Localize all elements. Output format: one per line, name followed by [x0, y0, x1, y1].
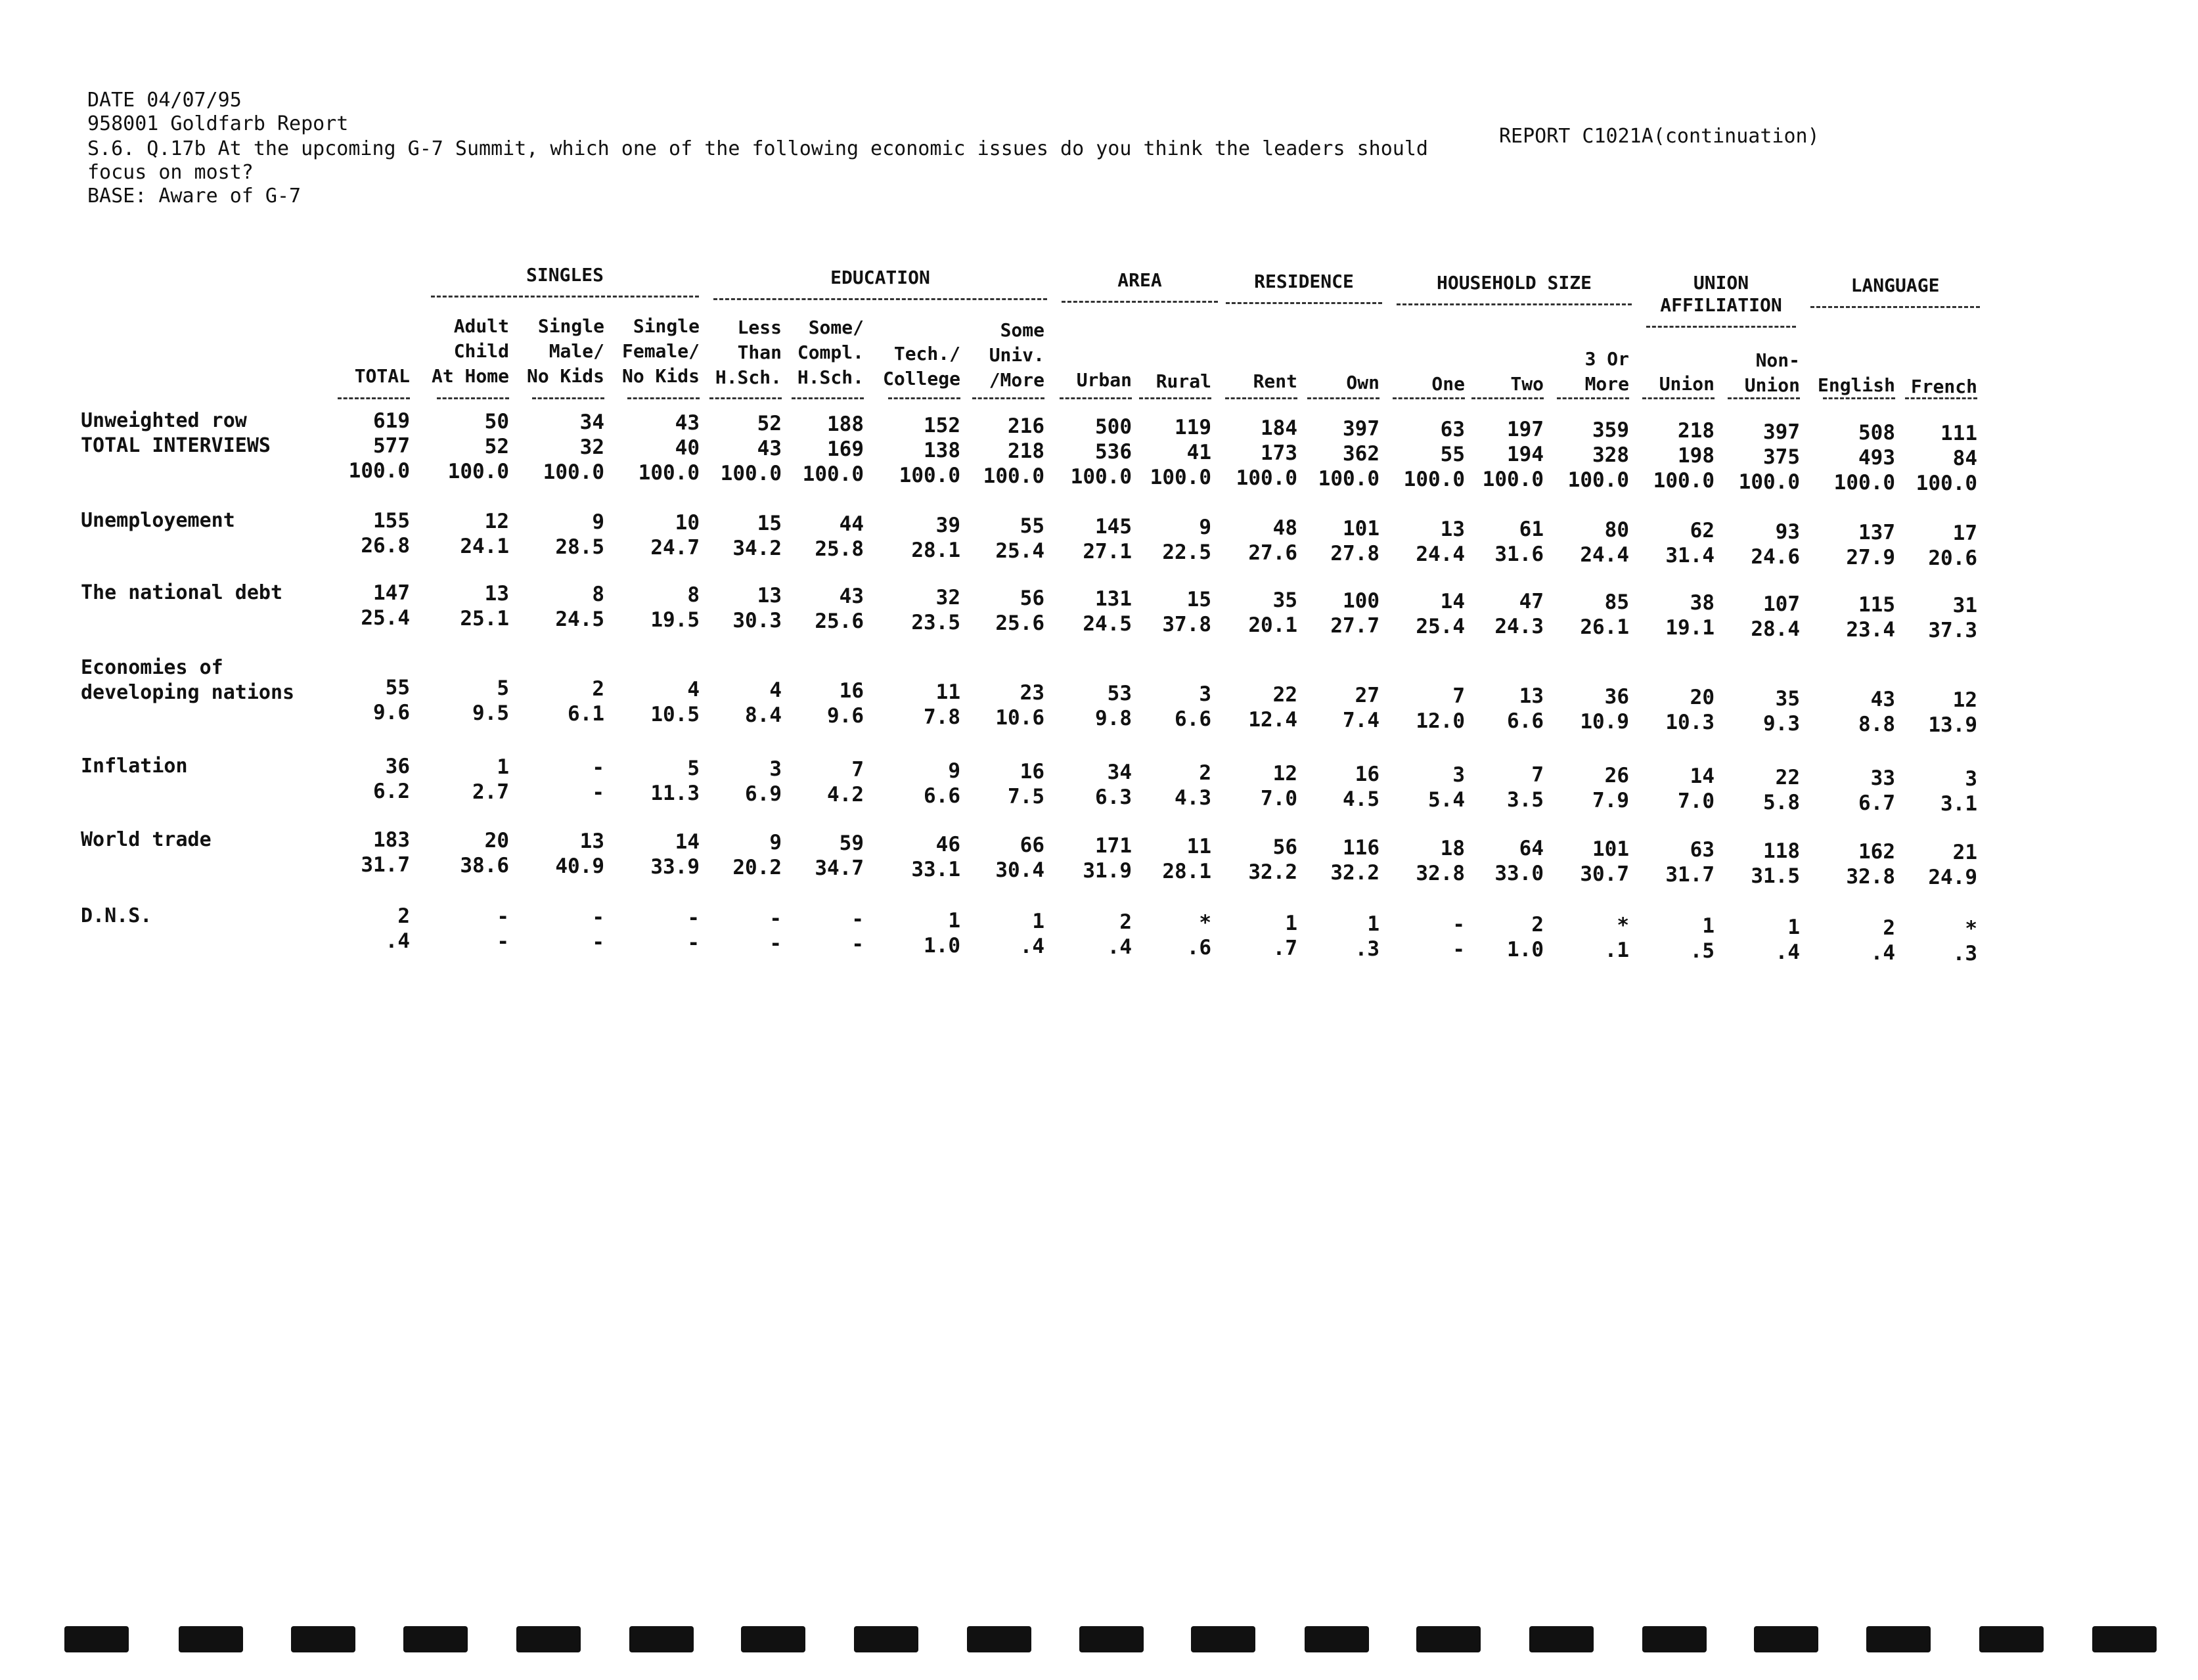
- col-rule: [1225, 397, 1297, 399]
- table-cell: 16 7.5: [1008, 760, 1044, 808]
- table-cell: 16 4.5: [1343, 763, 1379, 811]
- col-header: TOTAL: [354, 365, 410, 387]
- table-cell: 12 24.1: [460, 510, 509, 558]
- table-cell: 9 28.5: [555, 510, 604, 559]
- table-cell: 8 24.5: [555, 583, 604, 631]
- group-language: [1806, 275, 1984, 308]
- table-cell: - -: [592, 756, 604, 805]
- table-cell: 162 32.8: [1846, 840, 1895, 889]
- feed-block: [516, 1626, 581, 1652]
- feed-block: [64, 1626, 129, 1652]
- base-description: BASE: Aware of G-7: [87, 185, 302, 208]
- feed-block: [291, 1626, 355, 1652]
- group-household-size-label: HOUSEHOLD SIZE: [1436, 272, 1592, 294]
- table-cell: 55 9.6: [373, 676, 410, 724]
- row-label: Economies of developing nations: [81, 656, 295, 704]
- table-cell: 155 26.8: [361, 509, 410, 558]
- col-header: Adult Child At Home: [431, 315, 509, 387]
- table-cell: 2 6.1: [568, 677, 604, 726]
- table-cell: 5 9.5: [472, 676, 509, 725]
- table-cell: 3 3.1: [1940, 767, 1977, 816]
- feed-block: [1979, 1626, 2044, 1652]
- table-cell: 13 24.4: [1416, 518, 1465, 566]
- table-cell: 9 6.6: [924, 759, 960, 808]
- col-rule: [1471, 397, 1544, 399]
- col-rule: [1905, 397, 1977, 399]
- table-cell: 4 10.5: [650, 678, 700, 726]
- table-cell: 14 25.4: [1416, 590, 1465, 638]
- col-rule: [1823, 397, 1895, 399]
- table-cell: 508 493 100.0: [1833, 421, 1895, 495]
- group-rule: [431, 286, 699, 298]
- col-rule: [1557, 397, 1629, 399]
- table-cell: 2 .4: [1870, 916, 1895, 965]
- col-header: Rural: [1155, 370, 1211, 392]
- col-header: Some/ Compl. H.Sch.: [797, 317, 864, 388]
- table-cell: 137 27.9: [1846, 521, 1895, 569]
- group-headers: [0, 250, 2198, 316]
- col-rule: [532, 397, 604, 399]
- table-cell: 152 138 100.0: [899, 414, 960, 487]
- table-cell: 216 218 100.0: [983, 414, 1044, 488]
- table-cell: 13 30.3: [732, 584, 782, 632]
- table-cell: 1 .4: [1020, 910, 1044, 958]
- table-cell: 100 27.7: [1330, 589, 1379, 638]
- col-header: Less Than H.Sch.: [715, 317, 782, 388]
- group-area-label: AREA: [1117, 269, 1162, 291]
- feed-block: [854, 1626, 918, 1652]
- group-residence: [1222, 271, 1386, 304]
- table-cell: 2 4.3: [1175, 761, 1211, 810]
- table-cell: 7 12.0: [1416, 684, 1465, 733]
- table-cell: 43 40 100.0: [638, 411, 700, 485]
- col-rule: [338, 397, 410, 399]
- table-cell: 119 41 100.0: [1150, 416, 1211, 489]
- table-cell: 13 25.1: [460, 582, 509, 630]
- col-rule: [1642, 397, 1715, 399]
- table-cell: - -: [687, 906, 700, 955]
- table-cell: 359 328 100.0: [1567, 418, 1629, 492]
- feed-block: [179, 1626, 243, 1652]
- table-cell: 22 12.4: [1248, 683, 1297, 732]
- table-cell: 20 10.3: [1665, 686, 1715, 734]
- table-cell: 184 173 100.0: [1236, 416, 1297, 490]
- col-rule: [1728, 397, 1800, 399]
- table-cell: 32 23.5: [911, 586, 960, 634]
- table-cell: 56 32.2: [1248, 835, 1297, 884]
- group-language-label: LANGUAGE: [1850, 275, 1940, 296]
- table-cell: 46 33.1: [911, 833, 960, 881]
- group-rule: [1062, 292, 1218, 303]
- table-cell: 34 32 100.0: [543, 410, 604, 484]
- table-cell: 39 28.1: [911, 514, 960, 562]
- feed-block: [967, 1626, 1031, 1652]
- feed-block: [1642, 1626, 1707, 1652]
- table-cell: 2 .4: [1107, 910, 1132, 959]
- col-header: Urban: [1076, 369, 1132, 391]
- table-cell: 3 5.4: [1428, 763, 1465, 812]
- feed-block: [1305, 1626, 1369, 1652]
- table-cell: 48 27.6: [1248, 516, 1297, 565]
- group-household-size: [1393, 272, 1636, 305]
- table-cell: 7 3.5: [1507, 763, 1544, 812]
- table-cell: 13 6.6: [1507, 684, 1544, 733]
- question-text-line2: focus on most?: [87, 161, 254, 184]
- table-cell: 13 40.9: [555, 829, 604, 878]
- table-cell: 63 31.7: [1665, 838, 1715, 887]
- feed-block: [2092, 1626, 2157, 1652]
- table-cell: * .1: [1604, 914, 1629, 962]
- table-cell: 1 .4: [1775, 916, 1800, 964]
- group-union-affiliation: [1642, 250, 1800, 350]
- table-cell: * .6: [1186, 911, 1211, 960]
- col-header: 3 Or More: [1584, 348, 1629, 395]
- table-cell: 5 11.3: [650, 757, 700, 805]
- table-cell: 36 10.9: [1580, 685, 1629, 734]
- table-cell: 619 577 100.0: [348, 409, 410, 483]
- group-singles: [427, 264, 703, 298]
- group-singles-label: SINGLES: [526, 264, 604, 286]
- table-cell: 9 22.5: [1162, 516, 1211, 564]
- report-title: 958001 Goldfarb Report: [87, 112, 349, 135]
- table-cell: 20 38.6: [460, 829, 509, 877]
- table-cell: 85 26.1: [1580, 590, 1629, 639]
- col-header: English: [1817, 374, 1895, 396]
- table-cell: 8 19.5: [650, 583, 700, 632]
- feed-block: [403, 1626, 468, 1652]
- table-cell: 17 20.6: [1928, 521, 1977, 570]
- feed-block: [1866, 1626, 1931, 1652]
- row-label: World trade: [81, 828, 212, 851]
- group-area: [1058, 269, 1222, 303]
- col-header: Some Univ. /More: [989, 319, 1044, 391]
- table-cell: 14 33.9: [650, 830, 700, 879]
- col-rule: [1060, 397, 1132, 399]
- table-cell: 2 1.0: [1507, 913, 1544, 962]
- table-cell: 62 31.4: [1665, 519, 1715, 567]
- table-cell: 66 30.4: [995, 833, 1044, 882]
- report-id: REPORT C1021A(continuation): [1499, 125, 1820, 148]
- table-cell: 11 7.8: [924, 680, 960, 729]
- table-cell: 59 34.7: [815, 831, 864, 880]
- table-cell: 18 32.8: [1416, 837, 1465, 885]
- table-cell: 15 34.2: [732, 512, 782, 560]
- table-cell: 64 33.0: [1494, 837, 1544, 885]
- table-cell: 55 25.4: [995, 514, 1044, 563]
- table-cell: - -: [592, 906, 604, 954]
- table-cell: 34 6.3: [1095, 761, 1132, 809]
- table-cell: 12 13.9: [1928, 688, 1977, 737]
- table-cell: 15 37.8: [1162, 588, 1211, 636]
- table-cell: - -: [1452, 913, 1465, 962]
- feed-block: [629, 1626, 694, 1652]
- table-cell: 11 28.1: [1162, 835, 1211, 883]
- table-cell: 36 6.2: [373, 755, 410, 803]
- row-label: Unemployement: [81, 509, 235, 532]
- table-cell: 93 24.6: [1751, 520, 1800, 569]
- col-rule: [1393, 397, 1465, 399]
- report-date: DATE 04/07/95: [87, 89, 242, 112]
- col-header: French: [1910, 376, 1977, 397]
- row-label: D.N.S.: [81, 904, 152, 927]
- table-cell: 2 .4: [385, 904, 410, 953]
- col-header: Two: [1510, 373, 1544, 395]
- col-rule: [627, 397, 700, 399]
- table-cell: 43 8.8: [1858, 688, 1895, 736]
- table-cell: 116 32.2: [1330, 836, 1379, 885]
- table-cell: 22 5.8: [1763, 766, 1800, 814]
- col-rule: [437, 397, 509, 399]
- table-cell: 35 9.3: [1763, 687, 1800, 736]
- feed-block: [1191, 1626, 1255, 1652]
- col-header: Non- Union: [1744, 349, 1800, 396]
- table-cell: 3 6.9: [745, 757, 782, 806]
- table-cell: 397 375 100.0: [1738, 420, 1800, 494]
- question-text-line1: S.6. Q.17b At the upcoming G-7 Summit, which one of the following economic issues do you think the leaders should: [87, 137, 1428, 160]
- col-header: Tech./ College: [882, 343, 960, 389]
- table-cell: 131 24.5: [1083, 587, 1132, 636]
- table-cell: 9 20.2: [732, 831, 782, 879]
- table-cell: 47 24.3: [1494, 590, 1544, 638]
- group-rule: [1226, 293, 1382, 304]
- col-rule: [1139, 397, 1211, 399]
- col-rule: [888, 397, 960, 399]
- table-cell: 56 25.6: [995, 586, 1044, 635]
- table-cell: 7 4.2: [827, 758, 864, 807]
- table-cell: 397 362 100.0: [1318, 417, 1379, 491]
- table-cell: 500 536 100.0: [1070, 415, 1132, 489]
- table-cell: 3 6.6: [1175, 682, 1211, 731]
- table-cell: 33 6.7: [1858, 766, 1895, 815]
- table-cell: 63 55 100.0: [1403, 418, 1465, 491]
- table-cell: 147 25.4: [361, 581, 410, 630]
- table-cell: 4 8.4: [745, 678, 782, 727]
- feed-block: [741, 1626, 805, 1652]
- table-cell: * .3: [1952, 917, 1977, 965]
- table-cell: 171 31.9: [1083, 834, 1132, 883]
- table-cell: 101 30.7: [1580, 837, 1629, 886]
- col-rule: [792, 397, 864, 399]
- table-cell: 31 37.3: [1928, 594, 1977, 642]
- table-cell: 1 .3: [1355, 912, 1379, 961]
- feed-block: [1754, 1626, 1818, 1652]
- col-header: Union: [1659, 373, 1715, 395]
- col-header: Single Female/ No Kids: [621, 315, 700, 387]
- table-cell: 35 20.1: [1248, 588, 1297, 637]
- table-cell: 26 7.9: [1592, 764, 1629, 812]
- feed-block: [1079, 1626, 1144, 1652]
- table-cell: 1 2.7: [472, 755, 509, 804]
- table-cell: 61 31.6: [1494, 518, 1544, 566]
- printer-feed-strip: [0, 1626, 2198, 1659]
- table-cell: 1 1.0: [924, 909, 960, 958]
- feed-block: [1529, 1626, 1594, 1652]
- table-cell: 1 .7: [1272, 912, 1297, 960]
- table-cell: 183 31.7: [361, 828, 410, 877]
- table-cell: 12 7.0: [1261, 762, 1297, 810]
- group-rule: [713, 289, 1047, 300]
- group-education: [709, 267, 1051, 300]
- col-rule: [1307, 397, 1379, 399]
- row-label: Inflation: [81, 755, 188, 778]
- table-cell: - -: [851, 908, 864, 956]
- table-cell: 53 9.8: [1095, 682, 1132, 730]
- table-cell: 101 27.8: [1330, 517, 1379, 565]
- group-residence-label: RESIDENCE: [1254, 271, 1354, 292]
- group-union-affiliation-label: UNION AFFILIATION: [1660, 272, 1782, 316]
- table-cell: 80 24.4: [1580, 518, 1629, 567]
- row-label: The national debt: [81, 581, 283, 604]
- table-cell: 21 24.9: [1928, 841, 1977, 889]
- table-cell: 44 25.8: [815, 512, 864, 561]
- table-cell: 1 .5: [1690, 914, 1715, 963]
- row-label: Unweighted row TOTAL INTERVIEWS: [81, 409, 271, 457]
- table-cell: 188 169 100.0: [802, 412, 864, 486]
- table-cell: - -: [497, 905, 509, 954]
- table-cell: 50 52 100.0: [447, 410, 509, 483]
- group-rule: [1810, 297, 1980, 308]
- table-cell: 115 23.4: [1846, 593, 1895, 642]
- col-header: Single Male/ No Kids: [526, 315, 604, 387]
- table-cell: 197 194 100.0: [1482, 418, 1544, 491]
- table-cell: 10 24.7: [650, 511, 700, 560]
- group-education-label: EDUCATION: [830, 267, 930, 288]
- group-rule: [1646, 317, 1796, 328]
- col-header: One: [1431, 373, 1465, 395]
- group-rule: [1397, 294, 1632, 305]
- table-cell: 145 27.1: [1083, 515, 1132, 564]
- col-header: Rent: [1253, 370, 1297, 392]
- table-cell: 16 9.6: [827, 679, 864, 728]
- col-rule: [709, 397, 782, 399]
- table-cell: 107 28.4: [1751, 592, 1800, 641]
- table-cell: 52 43 100.0: [720, 412, 782, 485]
- table-cell: 111 84 100.0: [1916, 422, 1977, 495]
- col-rule: [972, 397, 1044, 399]
- table-cell: 218 198 100.0: [1653, 419, 1715, 493]
- table-cell: - -: [769, 907, 782, 956]
- feed-block: [1416, 1626, 1481, 1652]
- table-cell: 118 31.5: [1751, 839, 1800, 888]
- table-cell: 23 10.6: [995, 681, 1044, 730]
- table-cell: 38 19.1: [1665, 591, 1715, 640]
- table-cell: 27 7.4: [1343, 684, 1379, 732]
- table-cell: 43 25.6: [815, 585, 864, 633]
- col-header: Own: [1346, 372, 1379, 393]
- table-cell: 14 7.0: [1678, 764, 1715, 813]
